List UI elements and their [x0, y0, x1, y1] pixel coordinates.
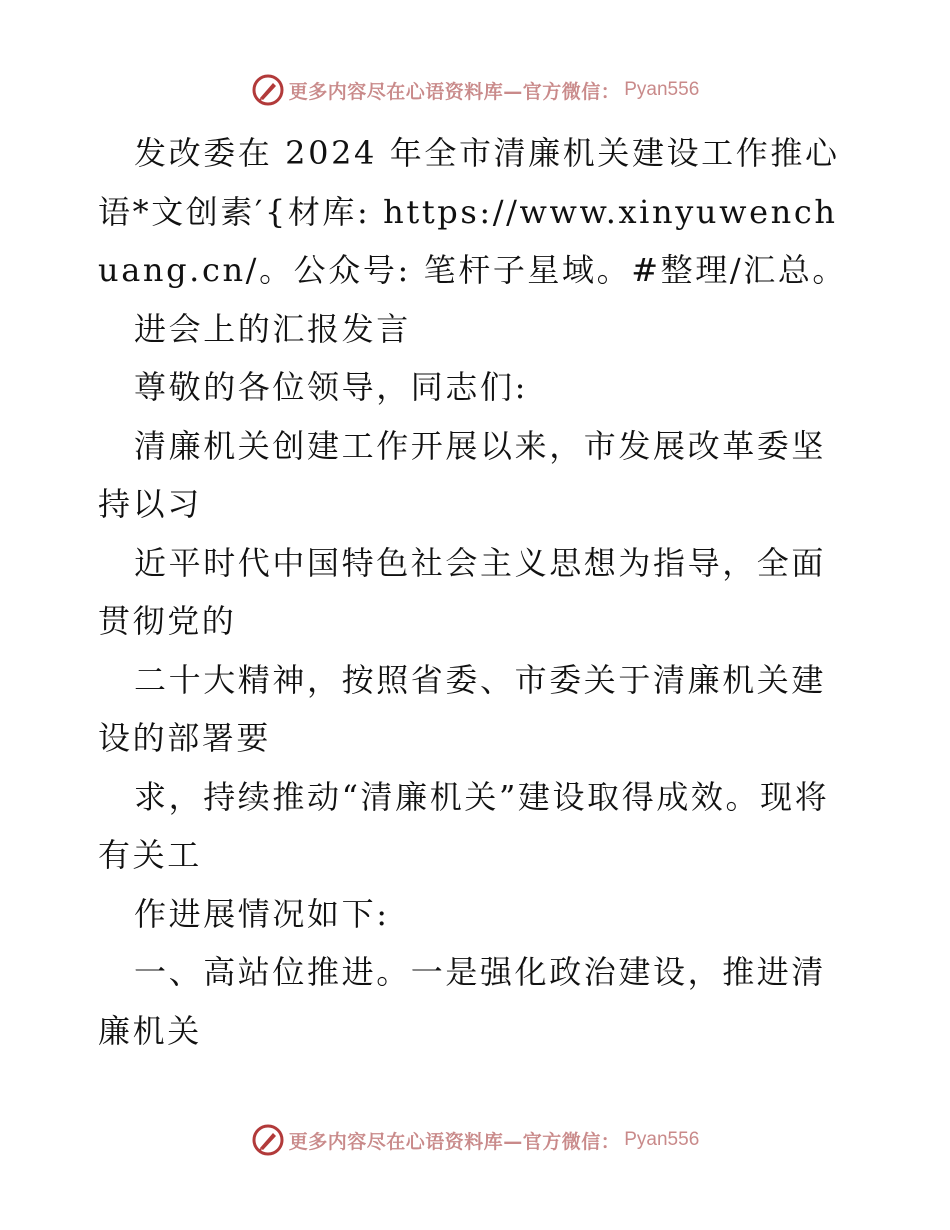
paragraph-8: 作进展情况如下:	[134, 894, 390, 933]
paragraph-7: 求，持续推动“清廉机关”建设取得成效。现将有关工	[98, 777, 830, 874]
paragraph-6: 二十大精神，按照省委、市委关于清廉机关建设的部署要	[98, 660, 827, 757]
footer-banner	[0, 1120, 950, 1160]
paragraph-1: 发改委在 2024 年全市清廉机关建设工作推心语*文创素′{材库: https://www.xinyuwenchuang.cn/。公众号: 笔杆子星域。#整理/汇总。	[98, 134, 848, 289]
header-wechat-id: Pyan556	[624, 79, 700, 100]
paragraph-9: 一、高站位推进。一是强化政治建设，推进清廉机关	[98, 953, 827, 1050]
header-banner-text: 更多内容尽在心语资料库—官方微信：	[288, 80, 621, 103]
footer-banner-text: 更多内容尽在心语资料库—官方微信：	[288, 1130, 621, 1153]
paragraph-2: 进会上的汇报发言	[134, 309, 411, 348]
pen-logo-icon	[251, 1123, 285, 1157]
pen-logo-icon	[251, 73, 285, 107]
paragraph-4: 清廉机关创建工作开展以来，市发展改革委坚持以习	[98, 426, 827, 523]
paragraph-5: 近平时代中国特色社会主义思想为指导，全面贯彻党的	[98, 543, 827, 640]
paragraph-3: 尊敬的各位领导，同志们:	[134, 368, 528, 406]
header-banner	[0, 70, 950, 110]
footer-wechat-id: Pyan556	[624, 1129, 700, 1150]
document-body	[98, 124, 853, 1060]
